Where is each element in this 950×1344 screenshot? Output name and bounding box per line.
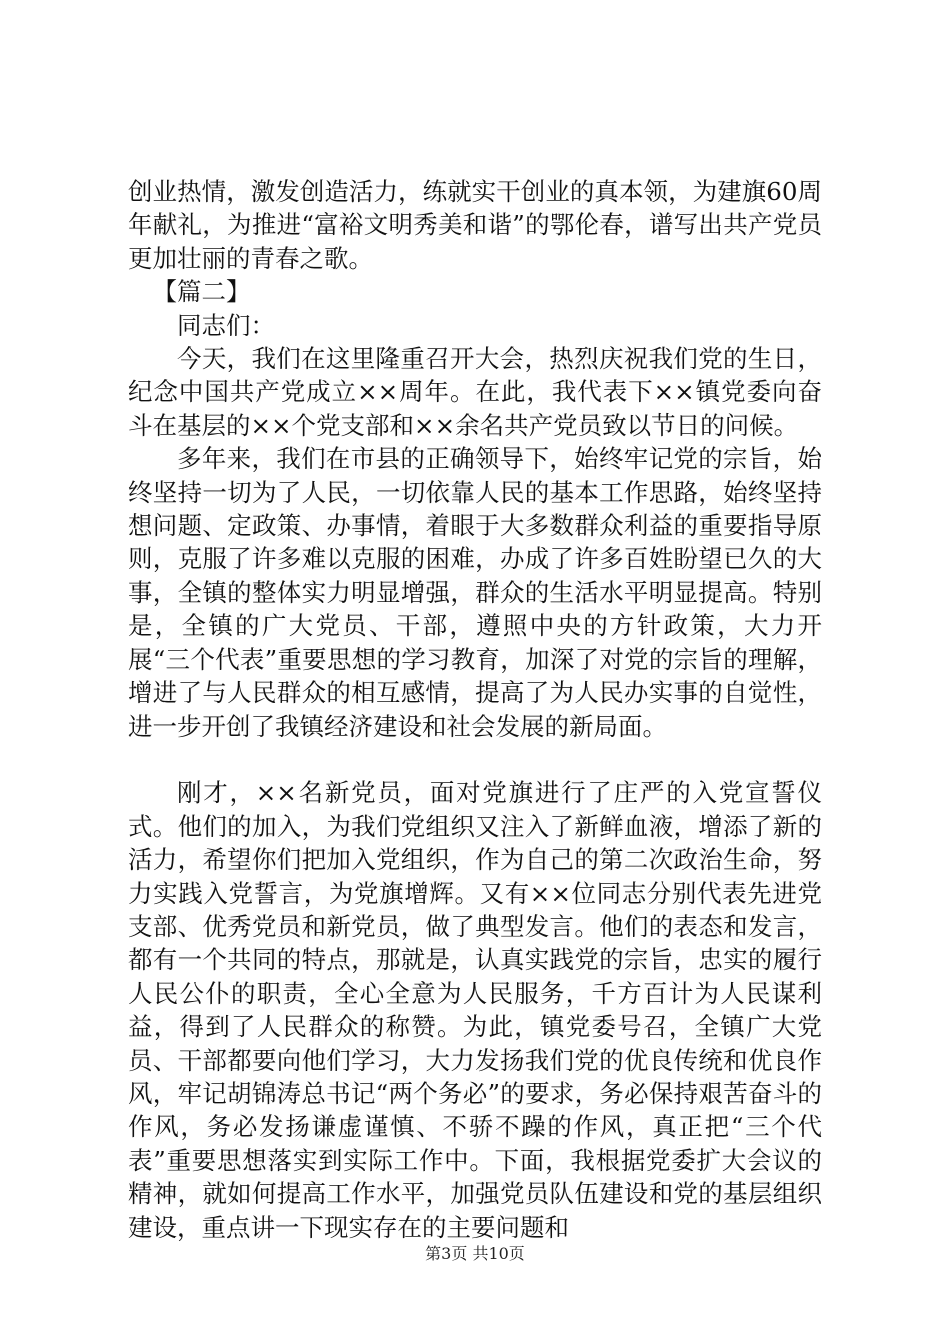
- section-heading: 【篇二】: [152, 277, 251, 307]
- salutation: 同志们：: [177, 310, 275, 340]
- paragraph-achievements: 多年来，我们在市县的正确领导下，始终牢记党的宗旨，始终坚持一切为了人民，一切依靠人民的基本工作思路，始终坚持想问题、定政策、办事情，着眼于大多数群众利益的重要指导原则，克服了许多难以克服的困难，办成了许多百姓盼望已久的大事，全镇的整体实力明显增强，群众的生活水平明显提高。特别是，全镇的广大党员、干部，遵照中央的方针政策，大力开展“三个代表”重要思想的学习教育，加深了对党的宗旨的理解，增进了与人民群众的相互感情，提高了为人民办实事的自觉性，进一步开创了我镇经济建设和社会发展的新局面。: [128, 444, 822, 741]
- page-footer: 第3页 共10页: [425, 1244, 525, 1263]
- document-body: [128, 175, 822, 1244]
- paragraph-continuation: 创业热情，激发创造活力，练就实干创业的真本领，为建旗60周年献礼，为推进“富裕文明秀美和谐”的鄂伦春，谱写出共产党员更加壮丽的青春之歌。: [128, 177, 822, 273]
- paragraph-opening: 今天，我们在这里隆重召开大会，热烈庆祝我们党的生日，纪念中国共产党成立××周年。在此，我代表下××镇党委向奋斗在基层的××个党支部和××余名共产党员致以节日的问候。: [128, 344, 822, 440]
- paragraph-spacer: [128, 743, 822, 776]
- paragraph-new-members: 刚才，××名新党员，面对党旗进行了庄严的入党宣誓仪式。他们的加入，为我们党组织又注入了新鲜血液，增添了新的活力，希望你们把加入党组织，作为自己的第二次政治生命，努力实践入党誓言，为党旗增辉。又有××位同志分别代表先进党支部、优秀党员和新党员，做了典型发言。他们的表态和发言，都有一个共同的特点，那就是，认真实践党的宗旨，忠实的履行人民公仆的职责，全心全意为人民服务，千方百计为人民谋利益，得到了人民群众的称赞。为此，镇党委号召，全镇广大党员、干部都要向他们学习，大力发扬我们党的优良传统和优良作风，牢记胡锦涛总书记“两个务必”的要求，务必保持艰苦奋斗的作风，务必发扬谦虚谨慎、不骄不躁的作风，真正把“三个代表”重要思想落实到实际工作中。下面，我根据党委扩大会议的精神，就如何提高工作水平，加强党员队伍建设和党的基层组织建设，重点讲一下现实存在的主要问题和: [128, 778, 822, 1242]
